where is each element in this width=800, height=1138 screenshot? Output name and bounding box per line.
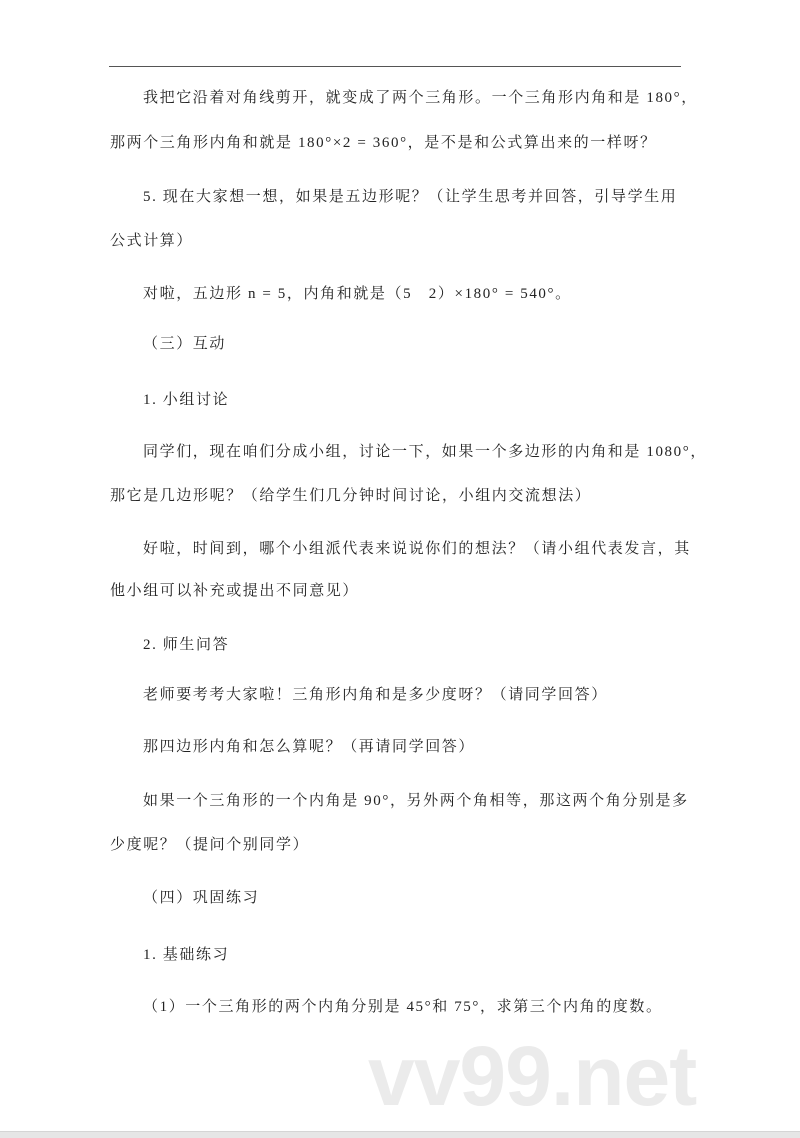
paragraph-line: 那两个三角形内角和就是 180°×2 = 360°，是不是和公式算出来的一样呀？ xyxy=(110,135,657,151)
subsection-heading: 2. 师生问答 xyxy=(143,637,230,653)
paragraph-line: 对啦，五边形 n = 5，内角和就是（5 2）×180° = 540°。 xyxy=(143,286,572,302)
paragraph-line: 5. 现在大家想一想，如果是五边形呢？（让学生思考并回答，引导学生用 xyxy=(143,189,678,205)
subsection-heading: 1. 基础练习 xyxy=(143,947,230,963)
subsection-heading: 1. 小组讨论 xyxy=(143,392,230,408)
paragraph-line: 少度呢？（提问个别同学） xyxy=(110,837,310,853)
section-heading: （三）互动 xyxy=(143,336,227,352)
paragraph-line: 公式计算） xyxy=(110,233,194,249)
paragraph-line: 我把它沿着对角线剪开，就变成了两个三角形。一个三角形内角和是 180°， xyxy=(143,90,698,106)
exercise-item: （1）一个三角形的两个内角分别是 45°和 75°，求第三个内角的度数。 xyxy=(143,999,663,1015)
paragraph-line: 同学们，现在咱们分成小组，讨论一下，如果一个多边形的内角和是 1080°， xyxy=(143,444,707,460)
paragraph-line: 他小组可以补充或提出不同意见） xyxy=(110,583,360,599)
paragraph-line: 如果一个三角形的一个内角是 90°，另外两个角相等，那这两个角分别是多 xyxy=(143,793,689,809)
header-rule xyxy=(109,66,681,67)
paragraph-line: 那它是几边形呢？（给学生们几分钟时间讨论，小组内交流想法） xyxy=(110,488,592,504)
paragraph-line: 老师要考考大家啦！三角形内角和是多少度呀？（请同学回答） xyxy=(143,687,608,703)
paragraph-line: 好啦，时间到，哪个小组派代表来说说你们的想法？（请小组代表发言，其 xyxy=(143,541,691,557)
watermark: vv99.net xyxy=(368,1029,697,1123)
section-heading: （四）巩固练习 xyxy=(143,890,260,906)
paragraph-line: 那四边形内角和怎么算呢？（再请同学回答） xyxy=(143,739,476,755)
